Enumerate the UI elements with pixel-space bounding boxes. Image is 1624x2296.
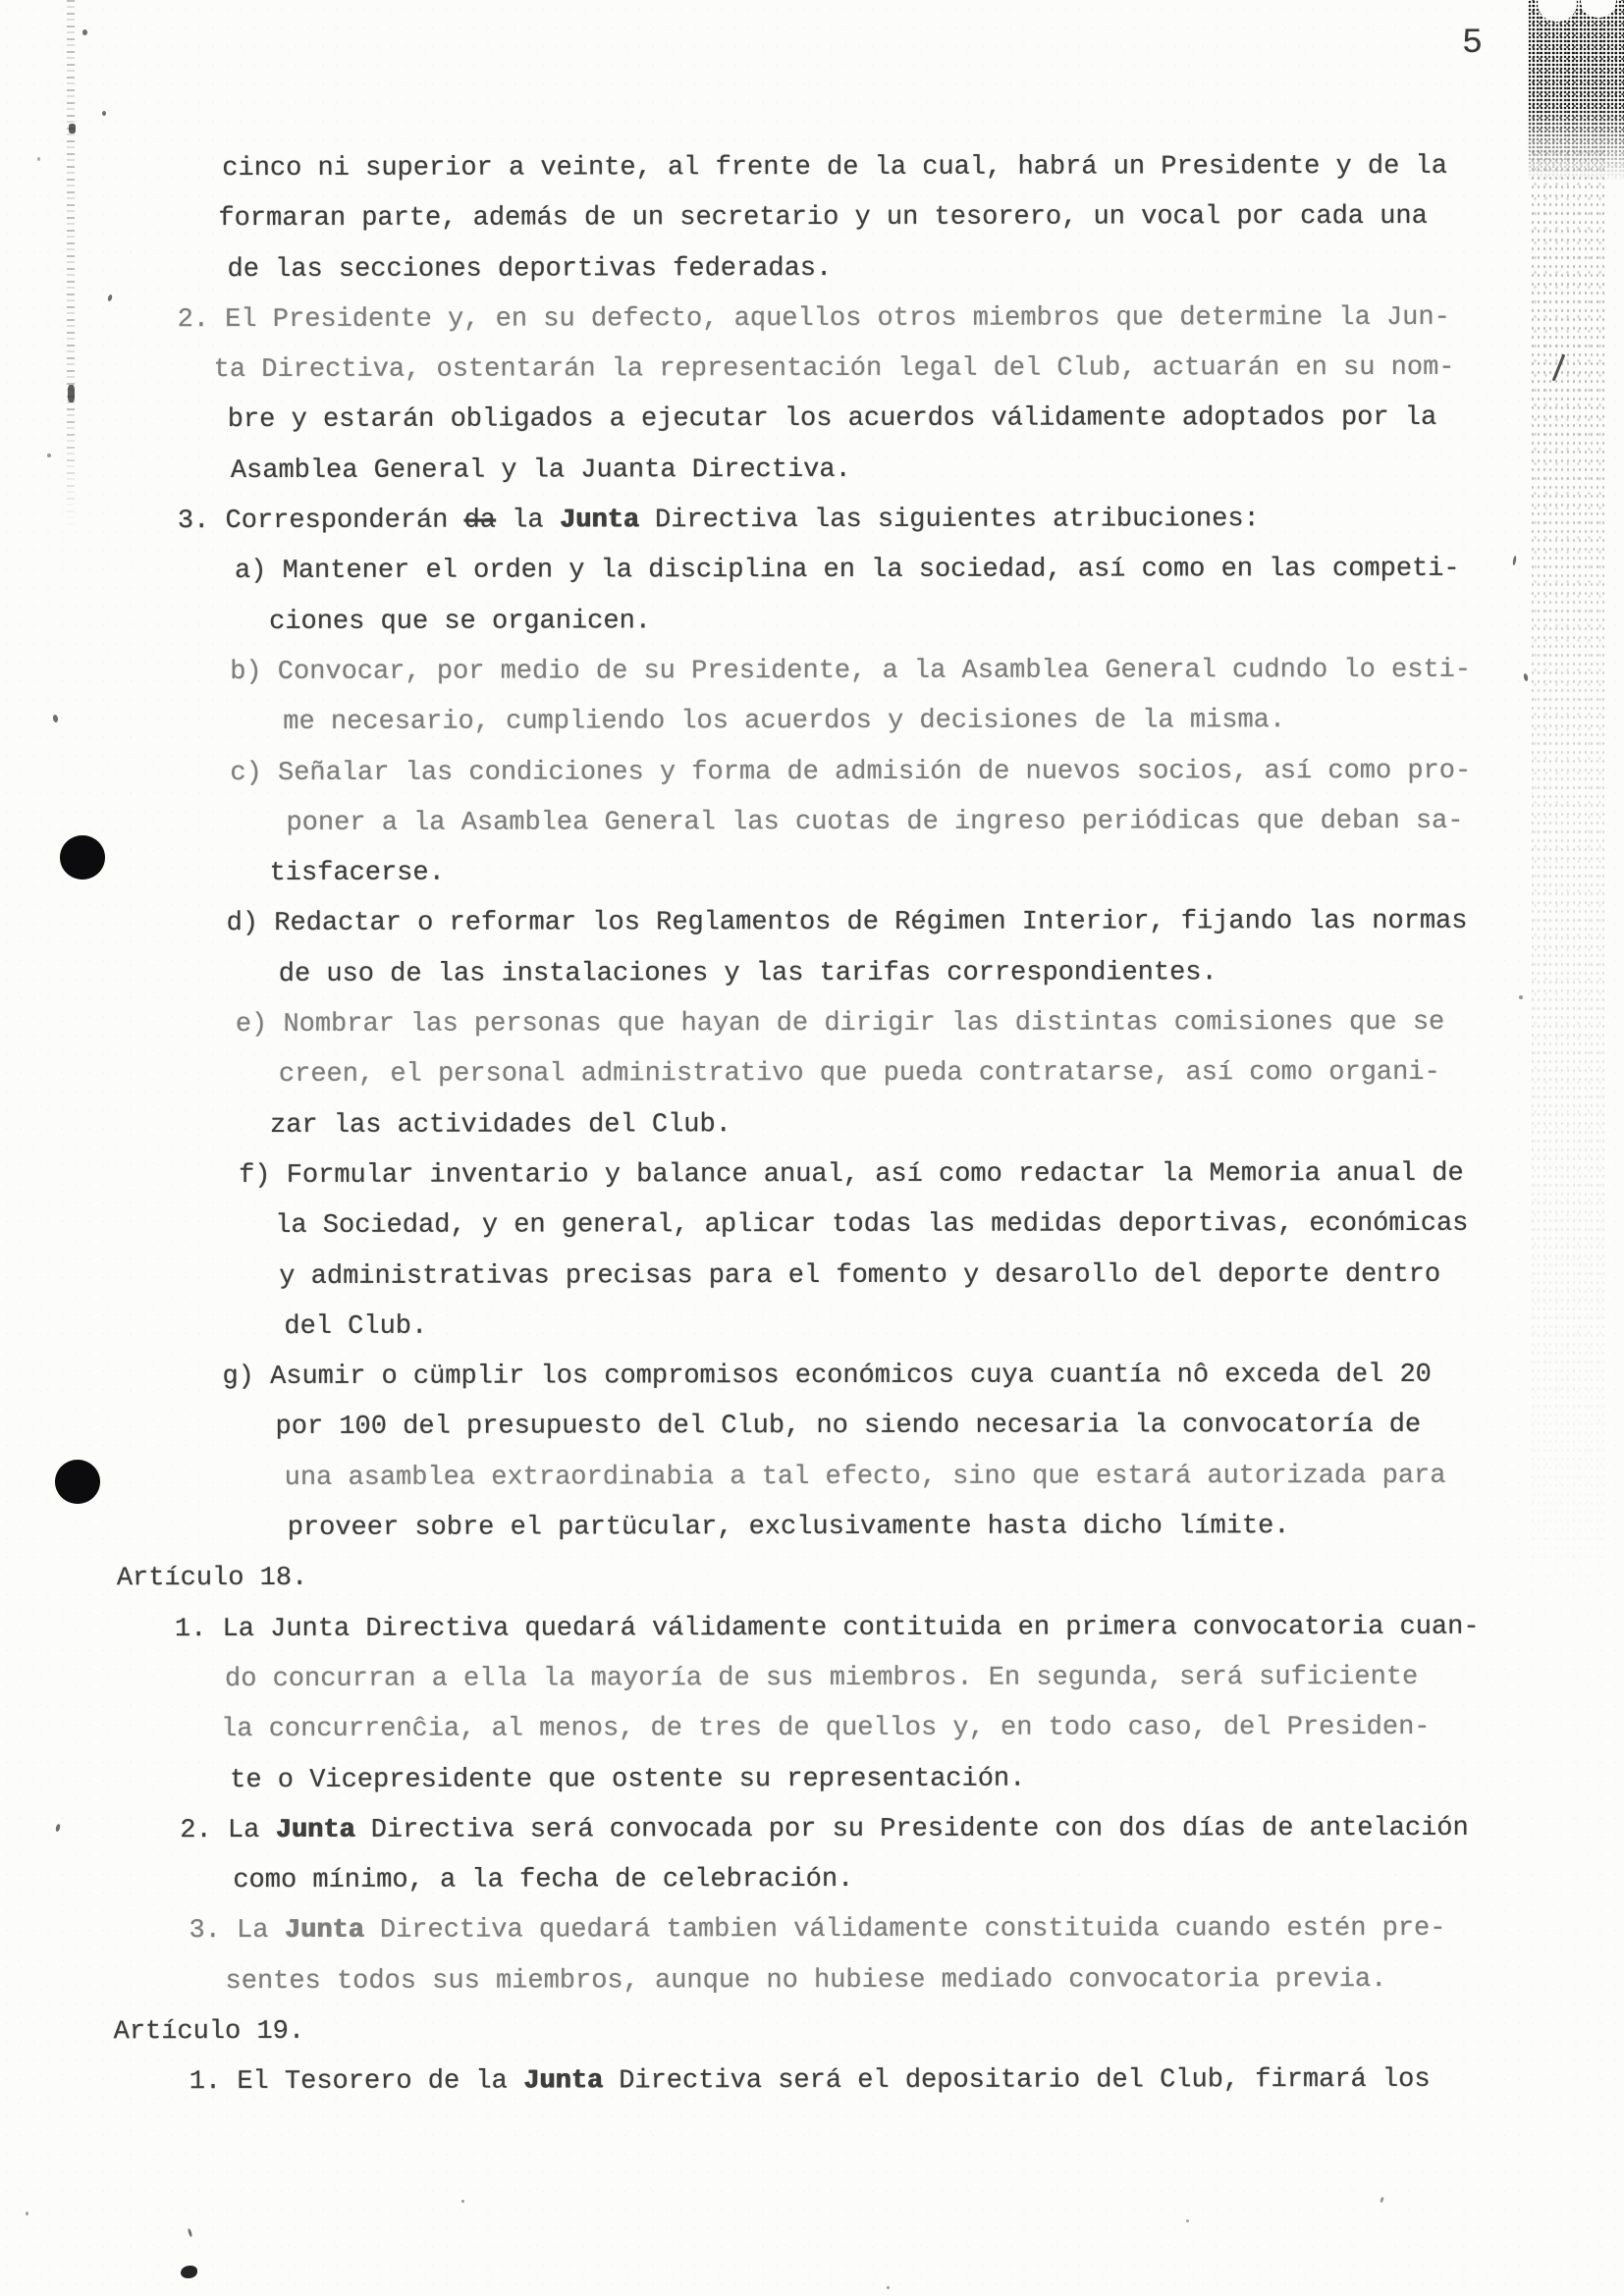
text-line [1,1954,1624,2007]
text-segment: formaran parte, además de un secretario y un tesorero, un vocal por cada una [218,202,1428,235]
text-segment: 2. El Presidente y, en su defecto, aquellos otros miembros que determine la Jun- [177,302,1450,336]
scan-speck [102,111,106,116]
text-segment: 3. Corresponderán [177,506,464,537]
scan-speck [82,29,87,35]
scan-speck [37,157,40,161]
text-segment: me necesario, cumpliendo los acuerdos y decisiones de la misma. [283,706,1286,738]
text-segment: proveer sobre el partücular, exclusivamente hasta dicho límite. [287,1512,1290,1543]
text-segment: 1. La Junta Directiva quedará válidamente contituida en primera convocatoria cuan- [174,1612,1480,1644]
text-segment: del Club. [284,1311,428,1342]
text-line [9,1854,1624,1907]
text-line [0,344,1614,397]
text-line [0,595,1614,648]
text-segment: Asamblea General y la Juanta Directiva. [230,454,851,486]
text-line [0,1803,1621,1856]
text-line [0,1602,1616,1655]
scan-speck [69,124,76,133]
text-segment: poner a la Asamblea General las cuotas de ingreso periódicas que deban sa- [286,806,1464,838]
text-segment: d) Redactar o reformar los Reglamentos de Régimen Interior, fijando las normas [226,907,1468,939]
text-line [7,444,1624,497]
text-line [0,646,1623,699]
text-line [0,897,1620,950]
text-segment: sentes todos sus miembros, aunque no hubiese mediado convocatoria previa. [225,1964,1387,1997]
text-line [0,495,1619,548]
scan-speck [26,2212,28,2216]
text-line [0,1351,1615,1404]
scan-speck [188,2228,193,2237]
overstruck-word: Junta [559,506,639,536]
text-segment: c) Señalar las condiciones y forma de admisión de nuevos socios, así como pro- [230,756,1472,788]
text-segment: Directiva las siguientes atribuciones: [638,505,1260,536]
text-segment: 3. La [189,1916,285,1947]
text-segment: Directiva será el depositario del Club, firmará los [602,2065,1431,2097]
text-segment: 2. La [180,1815,276,1845]
text-line [1,1552,1624,1605]
scan-speck [1519,995,1523,999]
text-line [0,847,1615,900]
overstruck-word: Junta [522,2066,604,2097]
text-segment: zar las actividades del Club. [269,1109,731,1141]
text-line [7,2056,1624,2109]
hole-punch-mark [60,835,105,880]
overstruck-word: Junta [284,1916,364,1947]
text-line [0,1250,1624,1303]
text-segment: ciones que se organicen. [269,606,652,637]
scan-speck [68,385,75,402]
text-segment: como mínimo, a la fecha de celebración. [233,1865,854,1896]
typewritten-text [0,142,1624,2109]
text-line [6,1753,1624,1806]
text-line [3,242,1624,295]
scan-speck [1186,2219,1189,2222]
text-segment: creen, el personal administrativo que pueda contratarse, así como organi- [278,1058,1440,1091]
text-line [0,1200,1620,1253]
text-segment: do concurran a ella la mayoría de sus miembros. En segunda, será suficiente [224,1662,1419,1694]
overstruck-word: Junta [275,1815,355,1845]
scan-edge-noise [1530,147,1608,1679]
text-segment: ta Directiva, ostentarán la representación legal del Club, actuarán en su nom- [213,353,1455,386]
text-segment: e) Nombrar las personas que hayan de dirigir las distintas comisiones que se [235,1007,1445,1041]
text-line [0,1401,1621,1454]
text-segment: una asamblea extraordinabia a tal efecto, sino que estará autorizada para [284,1461,1446,1493]
text-line [0,2005,1622,2058]
text-segment: la concurrenĉia, al menos, de tres de quellos y, en todo caso, del Presiden- [221,1713,1431,1745]
text-segment: 1. El Tesorero de la [189,2066,523,2098]
text-segment: y administrativas precisas para el fomento y desarollo del deporte dentro [279,1259,1441,1292]
text-segment: Directiva quedará tambien válidamente constituida cuando estén pre- [363,1914,1446,1947]
scan-streak [67,0,75,535]
text-line [4,545,1624,598]
text-segment: Directiva será convocada por su Presidente con dos días de antelación [354,1813,1469,1845]
text-segment: la [495,506,560,536]
text-segment: la Sociedad, y en general, aplicar todas las medidas deportivas, económicas [275,1209,1469,1242]
scan-speck [47,454,51,457]
text-segment: de las secciones deportivas federadas. [227,253,833,285]
text-segment: tisfacerse. [269,858,445,889]
text-line [0,142,1622,195]
scan-speck [887,2286,890,2289]
text-segment: cinco ni superior a veinte, al frente de la cual, habrá un Presidente y de la [222,151,1447,185]
text-line [6,1451,1624,1504]
text-line [0,1048,1624,1101]
text-line [6,1904,1624,1957]
text-segment: Artículo 18. [116,1564,308,1594]
hole-punch-mark [55,1460,100,1504]
text-segment: b) Convocar, por medio de su Presidente, a la Asamblea General cudndo lo esti- [230,655,1472,688]
text-line [7,796,1624,849]
text-line [5,998,1624,1051]
text-segment: f) Formular inventario y balance anual, así como redactar la Memoria anual de [239,1158,1464,1191]
text-segment: g) Asumir o cümplir los compromisos económicos cuya cuantía nô exceda del 20 [222,1361,1432,1393]
page-number: 5 [1462,24,1484,63]
scan-speck [1380,2197,1384,2204]
text-line [1,1652,1624,1705]
text-segment: bre y estarán obligados a ejecutar los acuerdos válidamente adoptados por la [227,403,1437,436]
text-line [5,1300,1624,1353]
text-line [9,1502,1624,1555]
struck-word: da [463,506,497,536]
text-line [0,293,1619,346]
text-segment: te o Vicepresidente que ostente su representación. [230,1764,1026,1795]
text-line [4,696,1624,749]
text-line [0,746,1623,799]
text-line [8,1148,1624,1201]
text-segment: a) Mantener el orden y la disciplina en la sociedad, así como en las competi- [234,555,1460,587]
text-line [4,394,1624,447]
scan-speck [461,2200,464,2203]
ink-blot [181,2266,197,2278]
text-line [0,1098,1615,1151]
text-line [0,1703,1621,1756]
text-line [0,192,1618,245]
text-line [0,947,1624,1000]
text-segment: por 100 del presupuesto del Club, no siendo necesaria la convocatoría de [275,1411,1422,1443]
text-segment: Artículo 19. [113,2016,305,2048]
text-segment: de uso de las instalaciones y las tarifas correspondientes. [278,958,1218,989]
